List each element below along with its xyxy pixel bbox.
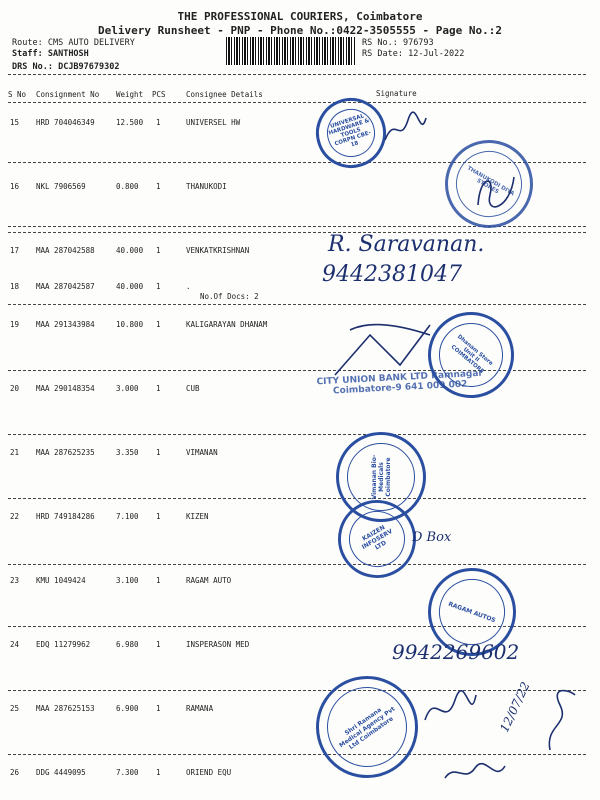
stamp-text: UNIVERSAL HARDWARE & TOOLS CORPN CBE-18 [328, 113, 372, 149]
weight-cell: 3.350 [116, 448, 139, 457]
weight-cell: 0.800 [116, 182, 139, 191]
pcs-cell: 1 [156, 640, 161, 649]
pcs-cell: 1 [156, 576, 161, 585]
pcs-cell: 1 [156, 118, 161, 127]
details-cell: VENKATKRISHNAN [186, 246, 250, 255]
route-label: Route: [12, 38, 43, 48]
sno-cell: 21 [10, 448, 20, 457]
route-line [12, 38, 135, 48]
signature-25b [540, 685, 580, 755]
stamp-text: Dhanam Store Unit II COIMBATORE [449, 333, 494, 375]
details-cell: CUB [186, 384, 200, 393]
row-divider [8, 232, 586, 233]
table-row [0, 282, 600, 294]
details-cell: INSPERASON MED [186, 640, 250, 649]
barcode [226, 37, 356, 65]
table-row [0, 512, 600, 524]
signature-15 [380, 110, 430, 150]
sno-cell: 25 [10, 704, 20, 713]
sno-cell: 17 [10, 246, 20, 255]
route-value: CMS AUTO DELIVERY [47, 38, 135, 48]
rs-no-label: RS No.: [362, 38, 398, 48]
table-row [0, 246, 600, 258]
col-details: Consignee Details [186, 90, 263, 99]
table-row [0, 768, 600, 780]
sno-cell: 24 [10, 640, 20, 649]
table-row [0, 118, 600, 130]
rs-date-line [362, 49, 464, 59]
stamp-text: KAIZEN INFOSERV LTD [360, 523, 394, 552]
table-row [0, 320, 600, 332]
stamp-text: Vimanan Bio-Medicals Coimbatore [370, 454, 392, 500]
pcs-cell: 1 [156, 182, 161, 191]
drs-value: DCJB97679302 [58, 62, 120, 72]
consignment-cell: MAA 287625153 [36, 704, 95, 713]
weight-cell: 3.000 [116, 384, 139, 393]
details-cell: RAMANA [186, 704, 214, 713]
handwritten-box-22: D Box [412, 530, 452, 545]
consignment-cell: MAA 291343984 [36, 320, 95, 329]
details-cell: . [186, 282, 191, 291]
weight-cell: 6.980 [116, 640, 139, 649]
weight-cell: 10.800 [116, 320, 144, 329]
weight-cell: 7.100 [116, 512, 139, 521]
consignment-cell: NKL 7906569 [36, 182, 86, 191]
pcs-cell: 1 [156, 768, 161, 777]
pcs-cell: 1 [156, 320, 161, 329]
consignment-cell: MAA 287625235 [36, 448, 95, 457]
pcs-cell: 1 [156, 282, 161, 291]
pcs-cell: 1 [156, 448, 161, 457]
staff-value: SANTHOSH [47, 49, 89, 59]
pcs-cell: 1 [156, 512, 161, 521]
pcs-cell: 1 [156, 384, 161, 393]
rs-no-value: 976793 [402, 38, 434, 48]
sno-cell: 18 [10, 282, 20, 291]
consignment-cell: MAA 290148354 [36, 384, 95, 393]
row-divider [8, 690, 586, 691]
col-signature: Signature [376, 89, 417, 98]
handwritten-phone-17: 9442381047 [322, 262, 462, 287]
consignment-cell: HRD 704046349 [36, 118, 95, 127]
weight-cell: 3.100 [116, 576, 139, 585]
details-cell: UNIVERSEL HW [186, 118, 241, 127]
weight-cell: 40.000 [116, 246, 144, 255]
details-cell: RAGAM AUTO [186, 576, 232, 585]
handwritten-name-17: R. Saravanan. [328, 232, 485, 257]
col-pcs: PCS [152, 90, 166, 99]
sno-cell: 16 [10, 182, 20, 191]
signature-16 [470, 165, 520, 215]
details-cell: ORIEND EQU [186, 768, 232, 777]
consignment-cell: KMU 1049424 [36, 576, 86, 585]
weight-cell: 40.000 [116, 282, 144, 291]
col-weight: Weight [116, 90, 144, 99]
table-row [0, 576, 600, 588]
consignment-cell: HRD 749184286 [36, 512, 95, 521]
consignment-cell: MAA 287042588 [36, 246, 95, 255]
row-divider [8, 498, 586, 499]
row-divider [8, 434, 586, 435]
sno-cell: 15 [10, 118, 20, 127]
pcs-cell: 1 [156, 704, 161, 713]
rs-date-value: 12-Jul-2022 [408, 49, 465, 59]
table-row [0, 448, 600, 460]
signature-25 [420, 690, 480, 730]
stamp-text: THANUKODI DIYA STORES [465, 165, 516, 198]
sno-cell: 26 [10, 768, 20, 777]
rs-no-line [362, 38, 434, 48]
pcs-cell: 1 [156, 246, 161, 255]
col-consignment: Consignment No [36, 90, 100, 99]
details-cell: KIZEN [186, 512, 209, 521]
sno-cell: 23 [10, 576, 20, 585]
stamp-text: Shri Ramana Medical Agency Pvt Ltd Coimbatore [337, 705, 397, 751]
rs-date-label: RS Date: [362, 49, 403, 59]
runsheet-subtitle: Delivery Runsheet - PNP - Phone No.:0422-3505555 - Page No.:2 [98, 24, 502, 37]
weight-cell: 7.300 [116, 768, 139, 777]
staff-line [12, 49, 89, 59]
stamp-text: CITY UNION BANK LTD Ramnagar Coimbatore-9 641 009 002 [316, 368, 484, 397]
staff-label: Staff: [12, 49, 43, 59]
consignment-cell: MAA 287042587 [36, 282, 95, 291]
drs-label: DRS No.: [12, 62, 53, 72]
details-cell: KALIGARAYAN DHANAM [186, 320, 268, 329]
details-cell: THANUKODI [186, 182, 227, 191]
row-divider [8, 754, 586, 755]
col-sno: S No [8, 90, 27, 99]
company-title: THE PROFESSIONAL COURIERS, Coimbatore [177, 10, 423, 23]
column-divider [8, 102, 586, 103]
city-union-bank-stamp [299, 357, 501, 409]
row-divider [8, 564, 586, 565]
weight-cell: 12.500 [116, 118, 144, 127]
sno-cell: 20 [10, 384, 20, 393]
handwritten-phone-24: 9942269602 [392, 640, 520, 664]
header-divider [8, 74, 586, 75]
sno-cell: 22 [10, 512, 20, 521]
weight-cell: 6.900 [116, 704, 139, 713]
drs-line [12, 62, 120, 72]
sno-cell: 19 [10, 320, 20, 329]
row-divider [8, 304, 586, 305]
handwritten-date-25: 12/07/22 [497, 679, 533, 735]
consignment-cell: DDG 4449095 [36, 768, 86, 777]
consignment-cell: EDQ 11279962 [36, 640, 91, 649]
signature-26 [440, 758, 510, 788]
no-of-docs: No.Of Docs: 2 [200, 292, 259, 301]
details-cell: VIMANAN [186, 448, 218, 457]
stamp-text: RAGAM AUTOS [447, 600, 497, 624]
